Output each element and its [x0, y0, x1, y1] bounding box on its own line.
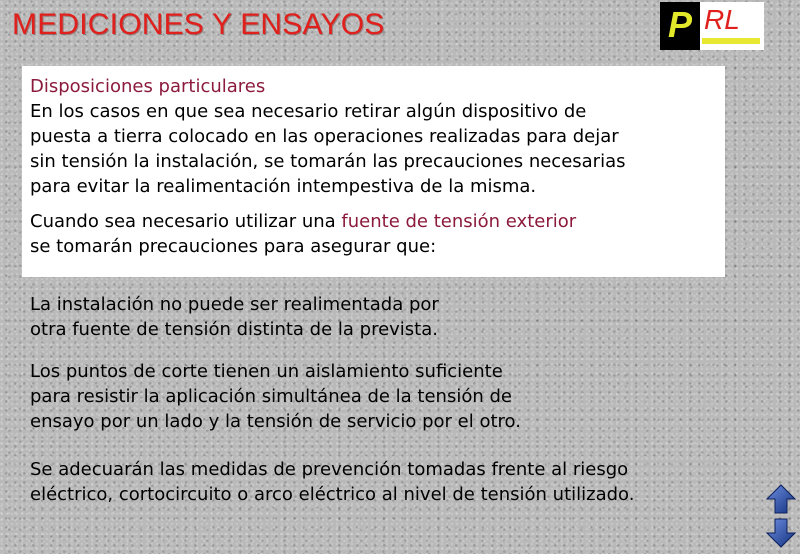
navigation-arrows: [766, 484, 796, 548]
point-2: [30, 359, 760, 434]
point-line: ensayo por un lado y la tensión de servicio por el otro.: [30, 411, 521, 432]
highlight-term: fuente de tensión exterior: [341, 211, 577, 232]
point-line: Los puntos de corte tienen un aislamiento suficiente: [30, 361, 503, 382]
arrow-up-icon[interactable]: [766, 484, 796, 514]
arrow-down-icon[interactable]: [766, 518, 796, 548]
paragraph-line: para evitar la realimentación intempestiva de la misma.: [30, 176, 537, 197]
point-line: La instalación no puede ser realimentada por: [30, 294, 439, 315]
paragraph-prefix: Cuando sea necesario utilizar una: [30, 211, 342, 232]
point-line: eléctrico, cortocircuito o arco eléctrico al nivel de tensión utilizado.: [30, 484, 635, 505]
point-3: [30, 457, 760, 507]
paragraph-line: [30, 209, 715, 234]
panel-heading: Disposiciones particulares: [30, 76, 266, 97]
point-1: [30, 292, 760, 342]
logo-letter-p: P: [668, 4, 693, 45]
paragraph-line: se tomarán precauciones para asegurar que:: [30, 236, 437, 257]
point-line: para resistir la aplicación simultánea de la tensión de: [30, 386, 512, 407]
paragraph-line: puesta a tierra colocado en las operaciones realizadas para dejar: [30, 126, 619, 147]
paragraph-line: En los casos en que sea necesario retirar algún dispositivo de: [30, 101, 587, 122]
logo-underline: [702, 38, 760, 44]
paragraph-line: sin tensión la instalación, se tomarán las precauciones necesarias: [30, 151, 626, 172]
point-line: Se adecuarán las medidas de prevención tomadas frente al riesgo: [30, 459, 629, 480]
point-line: otra fuente de tensión distinta de la prevista.: [30, 319, 438, 340]
logo-letters-rl: RL: [704, 4, 740, 35]
page-title: MEDICIONES Y ENSAYOS: [12, 8, 385, 41]
prl-logo: [660, 2, 764, 50]
logo-white-block: [700, 2, 764, 50]
info-panel: [22, 66, 725, 277]
